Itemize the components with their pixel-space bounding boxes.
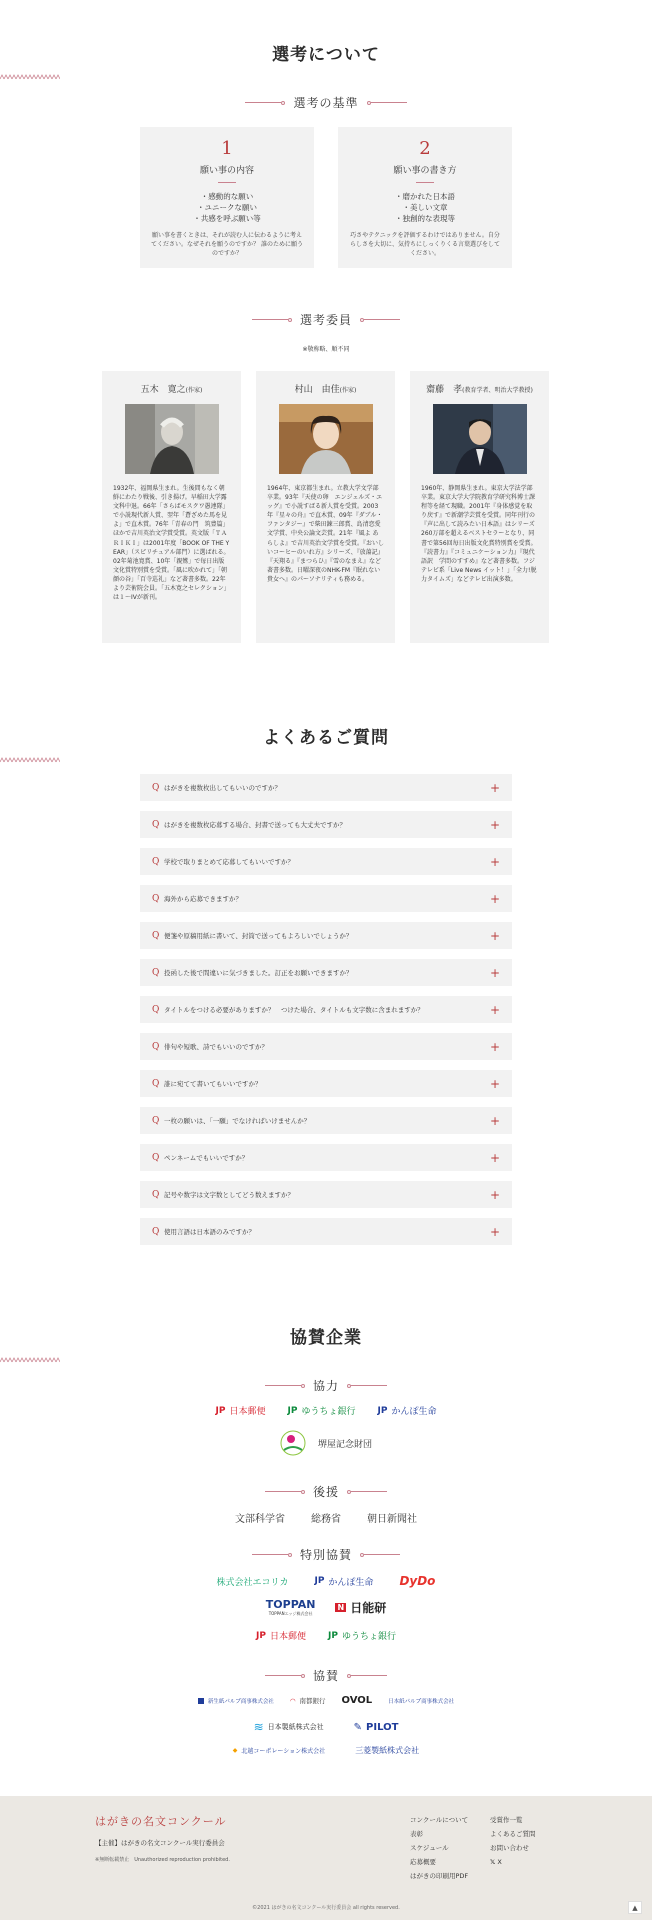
- jp-icon: JP: [377, 1405, 388, 1416]
- title-ornament: [0, 74, 60, 80]
- plus-icon[interactable]: +: [489, 965, 500, 980]
- faq-section: [0, 723, 652, 767]
- selection-title: 選考について: [272, 45, 380, 65]
- nichinoken-logo[interactable]: N 日能研: [337, 1601, 387, 1615]
- kampo-life-logo[interactable]: JP かんぽ生命: [314, 1576, 374, 1588]
- flower-icon: [280, 1430, 306, 1456]
- criteria-item: ・ユニークな願い: [197, 203, 257, 212]
- heading-ornament-right: [360, 318, 400, 322]
- criteria-card-1: [140, 127, 314, 268]
- faq-item[interactable]: [140, 848, 512, 875]
- special-logos-1: [0, 1574, 652, 1588]
- mitsubishi-paper-logo[interactable]: 三菱製紙株式会社: [355, 1746, 420, 1755]
- judge-card: [102, 371, 241, 643]
- footer-link-winners[interactable]: 受賞作一覧: [490, 1816, 523, 1824]
- plus-icon[interactable]: +: [489, 1039, 500, 1054]
- support-heading: [0, 1483, 652, 1500]
- ovol-logo[interactable]: OVOL: [341, 1695, 373, 1706]
- footer-link-schedule[interactable]: スケジュール: [410, 1844, 449, 1852]
- criteria-list: [150, 191, 304, 224]
- criteria-card-2: [338, 127, 512, 268]
- title-ornament: [0, 1357, 60, 1363]
- faq-question: 学校で取りまとめて応募してもいいですか？: [164, 858, 294, 866]
- faq-question: 便箋や原稿用紙に書いて、封筒で送ってもよろしいでしょうか？: [164, 932, 353, 940]
- special-logos-3: [0, 1629, 652, 1642]
- judge-name: 五木 寛之(作家): [140, 385, 203, 395]
- q-icon: Q: [152, 782, 160, 793]
- jp-icon: JP: [256, 1630, 266, 1641]
- plus-icon[interactable]: +: [489, 928, 500, 943]
- criteria-list: [348, 191, 502, 224]
- shinsei-logo[interactable]: 新生紙パルプ商事株式会社: [198, 1697, 274, 1705]
- plus-icon[interactable]: +: [489, 1113, 500, 1128]
- pilot-icon: ✎: [353, 1721, 363, 1733]
- special-heading: [0, 1546, 652, 1563]
- special-heading-text: 特別協賛: [299, 1548, 352, 1562]
- plus-icon[interactable]: +: [489, 817, 500, 832]
- judges-note: ※敬称略、順不同: [302, 346, 350, 353]
- dydo-logo[interactable]: DyDo: [399, 1574, 436, 1588]
- ecorica-logo[interactable]: 株式会社エコリカ: [216, 1577, 289, 1588]
- plus-icon[interactable]: +: [489, 1002, 500, 1017]
- faq-question: タイトルをつける必要がありますか？ つけた場合、タイトルも文字数に含まれますか？: [164, 1006, 424, 1014]
- criteria-heading-text: 選考の基準: [293, 96, 359, 110]
- cooperation-logos: [0, 1404, 652, 1417]
- faq-question: ペンネームでもいいですか？: [164, 1154, 249, 1162]
- judges-heading-text: 選考委員: [299, 313, 352, 327]
- sponsor-heading-text: 協賛: [312, 1669, 339, 1683]
- faq-question: 投函した後で間違いに気づきました。訂正をお願いできますか？: [164, 969, 353, 977]
- cooperation-logos-2: [0, 1430, 652, 1456]
- n-icon: N: [337, 1603, 345, 1612]
- plus-icon[interactable]: +: [489, 1076, 500, 1091]
- faq-item[interactable]: [140, 922, 512, 949]
- yucho-bank-logo[interactable]: JP ゆうちょ銀行: [328, 1630, 396, 1642]
- q-icon: Q: [152, 1226, 160, 1237]
- sponsor-logos-3: [0, 1745, 652, 1756]
- criteria-item: ・共感を呼ぶ願い等: [193, 214, 261, 223]
- square-icon: [198, 1698, 204, 1704]
- sakaiya-foundation-logo[interactable]: 堺屋記念財団: [280, 1430, 372, 1456]
- x-icon: 𝕏: [490, 1858, 496, 1866]
- faq-question: 記号や数字は文字数としてどう数えますか？: [164, 1191, 294, 1199]
- support-logos: [0, 1510, 652, 1525]
- heading-ornament-left: [245, 101, 285, 105]
- jp-icon: JP: [287, 1405, 298, 1416]
- pilot-logo[interactable]: ✎ PILOT: [353, 1721, 399, 1733]
- footer-link-faq[interactable]: よくあるご質問: [490, 1830, 536, 1838]
- faq-item[interactable]: [140, 1070, 512, 1097]
- jp-icon: JP: [328, 1630, 338, 1641]
- q-icon: Q: [152, 1078, 160, 1089]
- q-icon: Q: [152, 893, 160, 904]
- footer-link-contact[interactable]: お問い合わせ: [490, 1844, 529, 1852]
- plus-icon[interactable]: +: [489, 854, 500, 869]
- plus-icon[interactable]: +: [489, 1187, 500, 1202]
- toppan-logo[interactable]: TOPPAN TOPPANエッジ株式会社: [265, 1598, 316, 1616]
- judge-card: [410, 371, 549, 643]
- japan-pulp-logo[interactable]: 日本紙パルプ商事株式会社: [388, 1698, 455, 1705]
- divider: [416, 182, 434, 183]
- judge-photo: [125, 404, 219, 474]
- judge-photo: [433, 404, 527, 474]
- faq-item[interactable]: [140, 885, 512, 912]
- faq-item[interactable]: [140, 1033, 512, 1060]
- criteria-heading: [0, 94, 652, 111]
- scroll-top-button[interactable]: ▲: [628, 1901, 642, 1914]
- faq-item[interactable]: [140, 959, 512, 986]
- judge-bio: 1960年、静岡県生まれ。東京大学法学部卒業。東京大学大学院教育学研究科博士課程等を経て現職。2001年『身体感覚を取り戻す』で新潮学芸賞を受賞。同年刊行の『声に出して読みたい日本語』はシリーズ260万部を超えるベストセラーとなり、同書で第56回毎日出版文化賞特別賞を受賞。『読書力』『コミュニケーション力』『現代語訳 学問のすすめ』など著書多数。フジテレビ系「Live News イット！」「全力!脱力タイムズ」などテレビ出演多数。: [421, 485, 537, 583]
- mext-logo[interactable]: 文部科学省: [235, 1514, 285, 1525]
- q-icon: Q: [152, 856, 160, 867]
- criteria-number: 2: [419, 138, 431, 159]
- cooperation-heading-text: 協力: [312, 1379, 339, 1393]
- criteria-description: 巧さやテクニックを評価するわけではありません。自分らしさを大切に、気持ちにしっくりくる言葉選びをしてください。: [349, 232, 500, 257]
- q-icon: Q: [152, 1041, 160, 1052]
- sponsors-title: 協賛企業: [290, 1328, 362, 1348]
- plus-icon[interactable]: +: [489, 1224, 500, 1239]
- criteria-item: ・美しい文章: [402, 203, 448, 212]
- faq-question: はがきを複数枚出してもいいのですか？: [164, 784, 281, 792]
- criteria-item: ・磨かれた日本語: [395, 192, 455, 201]
- plus-icon[interactable]: +: [489, 1150, 500, 1165]
- title-ornament: [0, 757, 60, 763]
- criteria-number: 1: [221, 138, 233, 159]
- special-logos-2: [0, 1598, 652, 1617]
- selection-section: [0, 40, 652, 84]
- jp-icon: JP: [314, 1576, 325, 1586]
- faq-item[interactable]: [140, 774, 512, 801]
- sponsor-logos-1: [0, 1695, 652, 1706]
- footer-link-pdf[interactable]: はがきの印刷用PDF: [410, 1872, 469, 1880]
- footer-links-left: [410, 1813, 468, 1883]
- faq-question: はがきを複数枚応募する場合、封書で送っても大丈夫ですか？: [164, 821, 346, 829]
- mic-logo[interactable]: 総務省: [311, 1514, 341, 1525]
- q-icon: Q: [152, 1152, 160, 1163]
- faq-item[interactable]: [140, 1107, 512, 1134]
- hokuetsu-logo[interactable]: ◆ 北越コーポレーション株式会社: [232, 1747, 326, 1755]
- criteria-item: ・独創的な表現等: [395, 214, 455, 223]
- faq-item[interactable]: [140, 811, 512, 838]
- plus-icon[interactable]: +: [489, 780, 500, 795]
- sponsor-logos-2: [0, 1720, 652, 1734]
- faq-list: [140, 774, 512, 1255]
- footer: [0, 1796, 652, 1920]
- q-icon: Q: [152, 1004, 160, 1015]
- heading-ornament-right: [367, 101, 407, 105]
- judges-heading: [0, 311, 652, 328]
- faq-question: 一枚の願いは、「一願」でなければいけませんか？: [164, 1117, 311, 1125]
- footer-link-x[interactable]: 𝕏 X: [490, 1858, 502, 1866]
- faq-question: 海外から応募できますか？: [164, 895, 242, 903]
- sponsor-heading: [0, 1667, 652, 1684]
- faq-question: 使用言語は日本語のみですか？: [164, 1228, 255, 1236]
- criteria-heading: 願い事の内容: [199, 166, 254, 176]
- faq-question: 誰に宛てて書いてもいいですか？: [164, 1080, 262, 1088]
- judge-name: 村山 由佳(作家): [294, 385, 357, 395]
- q-icon: Q: [152, 930, 160, 941]
- judge-card: [256, 371, 395, 643]
- nanto-bank-logo[interactable]: ◠ 南都銀行: [289, 1696, 326, 1705]
- asahi-logo[interactable]: 朝日新聞社: [367, 1514, 417, 1525]
- criteria-cards: [140, 127, 512, 268]
- criteria-item: ・感動的な願い: [200, 192, 254, 201]
- wave-icon: ≋: [253, 1720, 264, 1734]
- judges-list: [102, 371, 550, 643]
- faq-title: よくあるご質問: [263, 728, 389, 748]
- criteria-description: 願い事を書くときは、それが読む人に伝わるように考えてください。なぜそれを願うのですか？ 誰のために願うのですか？: [151, 232, 303, 257]
- faq-item[interactable]: [140, 1181, 512, 1208]
- jp-icon: JP: [215, 1405, 226, 1416]
- divider: [218, 182, 236, 183]
- footer-logo[interactable]: はがきの名文コンクール: [95, 1815, 227, 1828]
- q-icon: Q: [152, 819, 160, 830]
- yucho-bank-logo[interactable]: JP ゆうちょ銀行: [287, 1405, 356, 1417]
- faq-item[interactable]: [140, 996, 512, 1023]
- footer-links-right: [490, 1813, 536, 1869]
- japan-post-logo[interactable]: JP 日本郵便: [215, 1405, 266, 1417]
- judge-bio: 1932年、福岡県生まれ。生後間もなく朝鮮にわたり戦後、引き揚げ。早稲田大学露文科中退。66年「さらばモスクワ愚連隊」で小説現代新人賞、翌年「蒼ざめた馬を見よ」で直木賞。76年「青春の門 筑豊篇」ほかで吉川英治文学賞受賞。英文版「ＴＡＲＩＫＩ」は2001年度「BOOK OF THE YEAR」（スピリチュアル部門）に選ばれる。02年菊池寛賞、10年「親鸞」で毎日出版文化賞特別賞を受賞。「風に吹かれて」「朝顔の谷」「百寺巡礼」など著書多数。22年より芸術院会員。「五木寛之セレクション」は１～IVが新刊。: [113, 485, 230, 602]
- q-icon: Q: [152, 967, 160, 978]
- footer-link-guidelines[interactable]: 応募概要: [410, 1858, 436, 1866]
- footer-link-about[interactable]: コンクールについて: [410, 1816, 469, 1824]
- q-icon: Q: [152, 1189, 160, 1200]
- sponsors-section: [0, 1323, 652, 1367]
- footer-link-award[interactable]: 表彰: [410, 1830, 423, 1838]
- faq-item[interactable]: [140, 1218, 512, 1245]
- faq-question: 俳句や短歌、詩でもいいのですか？: [164, 1043, 268, 1051]
- q-icon: Q: [152, 1115, 160, 1126]
- criteria-heading: 願い事の書き方: [393, 166, 457, 176]
- kampo-life-logo[interactable]: JP かんぽ生命: [377, 1405, 437, 1417]
- nanto-icon: ◠: [289, 1696, 296, 1705]
- heading-ornament-left: [252, 318, 292, 322]
- nippon-paper-logo[interactable]: ≋ 日本製紙株式会社: [253, 1720, 324, 1734]
- judge-bio: 1964年、東京都生まれ。立教大学文学部卒業。93年『天使の卵 エンジェルズ・エッグ』で小説すばる新人賞を受賞。2003年『星々の舟』で直木賞、09年『ダブル・ファンタジー』で柴田錬三郎賞、島清恋愛文学賞、中央公論文芸賞。21年『風よ あらしよ』で吉川英治文学賞を受賞。『おいしいコーヒーのいれ方』シリーズ、『放蕩記』『天翔る』『まつらひ』『雪のなまえ』など著書多数。日曜深夜のNHK-FM『眠れない貴女へ』のパーソナリティも務める。: [267, 485, 385, 583]
- footer-organizer: 【主催】はがきの名文コンクール実行委員会: [95, 1839, 225, 1847]
- judge-photo: [279, 404, 373, 474]
- hokuetsu-icon: ◆: [232, 1747, 238, 1754]
- cooperation-heading: [0, 1377, 652, 1394]
- plus-icon[interactable]: +: [489, 891, 500, 906]
- copyright: ©2021 はがきの名文コンクール実行委員会 all rights reserved.: [252, 1905, 400, 1911]
- footer-note: ※無断転載禁止 Unauthorized reproduction prohibited.: [95, 1857, 230, 1863]
- support-heading-text: 後援: [312, 1485, 339, 1499]
- faq-item[interactable]: [140, 1144, 512, 1171]
- japan-post-logo[interactable]: JP 日本郵便: [256, 1630, 306, 1642]
- judge-name: 齋藤 孝(教育学者、明治大学教授): [426, 385, 533, 395]
